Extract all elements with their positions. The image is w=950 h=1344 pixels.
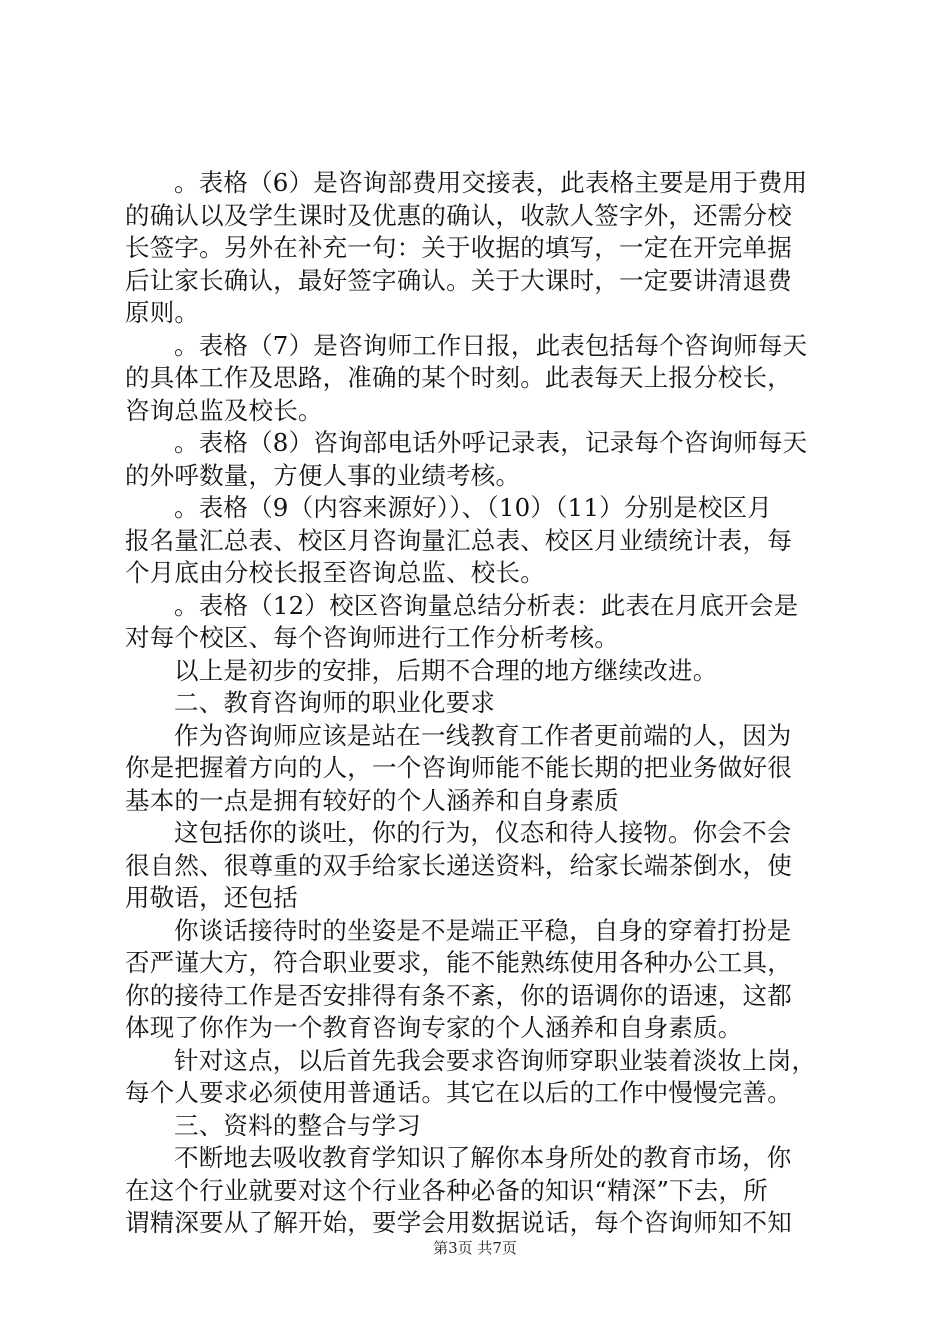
paragraph-learning: 不断地去吸收教育学知识了解你本身所处的教育市场，你 在这个行业就要对这个行业各种必备的知识“精深”下去，所 谓精深要从了解开始，要学会用数据说话，每个咨询师知不知 <box>125 1143 792 1237</box>
section-heading-2: 二、教育咨询师的职业化要求 <box>174 688 496 717</box>
paragraph-form-8: 。表格（8）咨询部电话外呼记录表，记录每个咨询师每天 的外呼数量，方便人事的业绩考核。 <box>125 428 808 490</box>
document-body <box>125 167 845 1240</box>
paragraph-consultant-role: 作为咨询师应该是站在一线教育工作者更前端的人，因为 你是把握着方向的人，一个咨询师能不能长期的把业务做好很 基本的一点是拥有较好的个人涵养和自身素质 <box>125 720 792 815</box>
paragraph-form-6: 。表格（6）是咨询部费用交接表，此表格主要是用于费用 的确认以及学生课时及优惠的确认，收款人签字外，还需分校 长签字。另外在补充一句：关于收据的填写，一定在开完单据 后让家长确认，最好签字确认。关于大课时，一定要讲清退费 原则。 <box>125 168 808 327</box>
paragraph-form-12: 。表格（12）校区咨询量总结分析表：此表在月底开会是 对每个校区、每个咨询师进行工作分析考核。 <box>125 590 799 652</box>
paragraph-posture: 你谈话接待时的坐姿是不是端正平稳，自身的穿着打扮是 否严谨大方，符合职业要求，能不能熟练使用各种办公工具， 你的接待工作是否安排得有条不紊，你的语调你的语速，这都 体现了你作为一个教育咨询专家的个人涵养和自身素质。 <box>125 915 792 1042</box>
page-number-footer: 第3页 共7页 <box>433 1239 517 1257</box>
section-heading-3: 三、资料的整合与学习 <box>174 1110 421 1140</box>
paragraph-summary: 以上是初步的安排，后期不合理的地方继续改进。 <box>174 655 718 685</box>
paragraph-dress-code: 针对这点，以后首先我会要求咨询师穿职业装着淡妆上岗， 每个人要求必须使用普通话。其它在以后的工作中慢慢完善。 <box>125 1045 817 1107</box>
paragraph-form-9-11: 。表格（9（内容来源好））、（10）（11）分别是校区月 报名量汇总表、校区月咨询量汇总表、校区月业绩统计表，每 个月底由分校长报至咨询总监、校长。 <box>125 493 792 587</box>
paragraph-form-7: 。表格（7）是咨询师工作日报，此表包括每个咨询师每天 的具体工作及思路，准确的某个时刻。此表每天上报分校长， 咨询总监及校长。 <box>125 330 808 425</box>
paragraph-manners: 这包括你的谈吐，你的行为，仪态和待人接物。你会不会 很自然、很尊重的双手给家长递送资料，给家长端茶倒水，使 用敬语，还包括 <box>125 818 792 912</box>
